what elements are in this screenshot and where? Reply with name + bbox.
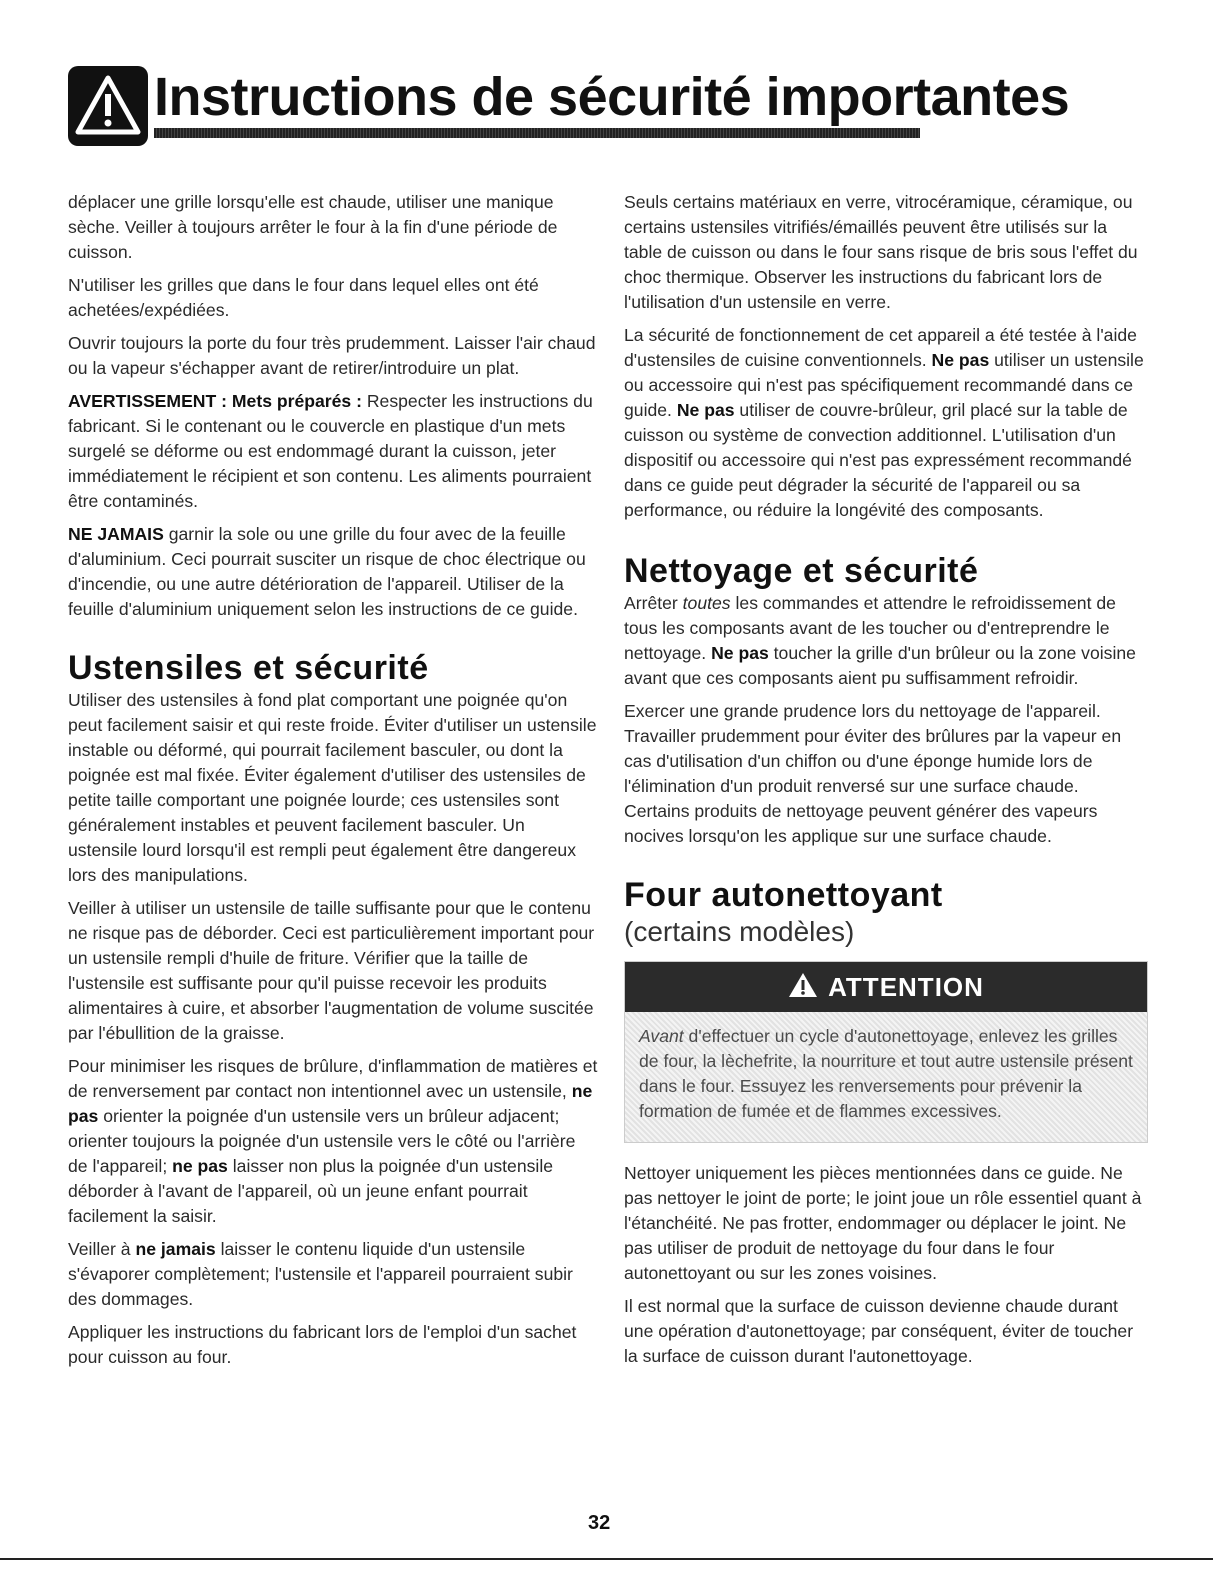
paragraph-text: utiliser un ustensile ou accessoire qui n'est pas spécifiquement recommandé dans ce guide. <box>624 350 1144 420</box>
page-header <box>68 66 1070 146</box>
attention-header <box>625 962 1147 1012</box>
paragraph: Exercer une grande prudence lors du nettoyage de l'appareil. Travailler prudemment pour éviter des brûlures par la vapeur en cas d'utilisation d'un chiffon ou d'une éponge humide lors de l'élimination d'un produit renversé sur une surface chaude. Certains produits de nettoyage peuvent générer des vapeurs nocives lorsqu'on les applique sur une surface chaude. <box>624 701 1122 846</box>
paragraph-text: Veiller à <box>68 1239 136 1259</box>
warning-lead: AVERTISSEMENT : Mets préparés : <box>68 391 362 411</box>
paragraph <box>624 591 1149 691</box>
section-title-ustensiles: Ustensiles et sécurité <box>68 649 429 687</box>
paragraph-text: Arrêter <box>624 593 683 613</box>
paragraph: déplacer une grille lorsqu'elle est chaude, utiliser une manique sèche. Veiller à toujours arrêter le four à la fin d'une période de cuisson. <box>68 192 558 262</box>
bold-text: Ne pas <box>931 350 990 370</box>
paragraph: Ouvrir toujours la porte du four très prudemment. Laisser l'air chaud ou la vapeur s'échapper avant de retirer/introduire un plat. <box>68 333 596 378</box>
warning-triangle-icon <box>788 964 818 1014</box>
never-lead: NE JAMAIS <box>68 524 164 544</box>
warning-triangle-icon <box>68 66 148 146</box>
title-underline <box>154 128 920 138</box>
paragraph: Il est normal que la surface de cuisson devienne chaude durant une opération d'autonettoyage; par conséquent, éviter de toucher la surface de cuisson durant l'autonettoyage. <box>624 1296 1134 1366</box>
paragraph: Nettoyer uniquement les pièces mentionnées dans ce guide. Ne pas nettoyer le joint de porte; le joint joue un rôle essentiel quant à l'étanchéité. Ne pas frotter, endommager ou déplacer le joint. Ne pas utiliser de produit de nettoyage du four dans le four autonettoyant ou sur les zones voisines. <box>624 1163 1142 1283</box>
attention-box <box>624 961 1148 1143</box>
paragraph-text: orienter la poignée d'un ustensile vers un brûleur adjacent; orienter toujours la poignée d'un ustensile vers le côté ou l'arrière de l'appareil; <box>68 1106 576 1176</box>
attention-label: ATTENTION <box>828 972 984 1002</box>
paragraph <box>68 522 598 622</box>
paragraph-text: laisser non plus la poignée d'un ustensile déborder à l'avant de l'appareil, où un jeune enfant pourrait facilement la saisir. <box>68 1156 554 1226</box>
paragraph-text: Respecter les instructions du fabricant. Si le contenant ou le couvercle en plastique d'un mets surgelé se déforme ou est endommagé durant la cuisson, jeter immédiatement le récipient et son contenu. Les aliments pourraient être contaminés. <box>68 391 593 511</box>
paragraph <box>68 1237 598 1312</box>
section-subtitle: (certains modèles) <box>624 916 855 947</box>
section-title-four-autonettoyant: Four autonettoyant <box>624 876 943 914</box>
attention-body <box>625 1012 1147 1142</box>
page-number: 32 <box>588 1512 611 1534</box>
bold-text: Ne pas <box>676 400 735 420</box>
paragraph-text: La sécurité de fonctionnement de cet appareil a été testée à l'aide d'ustensiles de cuisine conventionnels. <box>624 325 1137 370</box>
italic-text: Avant <box>639 1026 684 1046</box>
paragraph: Seuls certains matériaux en verre, vitrocéramique, céramique, ou certains ustensiles vitrifiés/émaillés peuvent être utilisés sur la table de cuisson ou dans le four sans risque de bris sous l'effet du choc thermique. Observer les instructions du fabricant lors de l'utilisation d'un ustensile en verre. <box>624 192 1138 312</box>
paragraph-text: toucher la grille d'un brûleur ou la zone voisine avant que ces composants aient pu suffisamment refroidir. <box>624 643 1136 688</box>
paragraph-text: Pour minimiser les risques de brûlure, d'inflammation de matières et de renversement par contact non intentionnel avec un ustensile, <box>68 1056 598 1101</box>
paragraph-text: les commandes et attendre le refroidissement de tous les composants avant de les toucher ou d'entreprendre le nettoyage. <box>624 593 1116 663</box>
italic-text: toutes <box>682 593 731 613</box>
page-title: Instructions de sécurité importantes <box>154 67 1070 127</box>
bold-text: ne pas <box>68 1081 593 1126</box>
paragraph <box>68 389 598 514</box>
paragraph-text: utiliser de couvre-brûleur, gril placé sur la table de cuisson ou système de convection additionnel. L'utilisation d'un dispositif ou accessoire qui n'est pas expressément recommandé dans ce guide peut dégrader la sécurité de l'appareil ou sa performance, ou réduire la longévité des composants. <box>624 400 1132 520</box>
right-column <box>624 190 1149 1377</box>
paragraph <box>624 323 1149 523</box>
bold-text: Ne pas <box>711 643 769 663</box>
paragraph: Veiller à utiliser un ustensile de taille suffisante pour que le contenu ne risque pas de déborder. Ceci est particulièrement important pour un ustensile rempli d'huile de friture. Vérifier que la taille de l'ustensile est suffisante pour qu'il puisse recevoir les produits alimentaires à cuire, et absorber l'augmentation de volume suscitée par l'ébullition de la graisse. <box>68 898 595 1043</box>
paragraph-text: garnir la sole ou une grille du four avec de la feuille d'aluminium. Ceci pourrait susciter un risque de choc électrique ou d'incendie, ou une autre détérioration de l'appareil. Utiliser de la feuille d'aluminium uniquement selon les instructions de ce guide. <box>68 524 586 619</box>
bold-text: ne pas <box>172 1156 228 1176</box>
attention-text: d'effectuer un cycle d'autonettoyage, enlevez les grilles de four, la lèchefrite, la nourriture et tout autre ustensile présent dans le four. Essuyez les renversements pour prévenir la formation de fumée et de flammes excessives. <box>639 1026 1133 1121</box>
paragraph: Utiliser des ustensiles à fond plat comportant une poignée qu'on peut facilement saisir et qui reste froide. Éviter d'utiliser un ustensile instable ou déformé, qui pourrait facilement basculer, ou dont la poignée est mal fixée. Éviter également d'utiliser des ustensiles de petite taille comportant une poignée lourde; ces ustensiles sont généralement instables et peuvent facilement basculer. Un ustensile lourd lorsqu'il est rempli peut également être dangereux lors des manipulations. <box>68 690 597 885</box>
bottom-rule <box>0 1558 1213 1560</box>
section-title-nettoyage: Nettoyage et sécurité <box>624 552 979 590</box>
paragraph <box>68 1054 598 1229</box>
bold-text: ne jamais <box>135 1239 216 1259</box>
paragraph-text: laisser le contenu liquide d'un ustensile s'évaporer complètement; l'ustensile et l'appareil pourraient subir des dommages. <box>68 1239 573 1309</box>
paragraph: N'utiliser les grilles que dans le four dans lequel elles ont été achetées/expédiées. <box>68 275 539 320</box>
paragraph: Appliquer les instructions du fabricant lors de l'emploi d'un sachet pour cuisson au four. <box>68 1322 577 1367</box>
left-column <box>68 190 598 1378</box>
